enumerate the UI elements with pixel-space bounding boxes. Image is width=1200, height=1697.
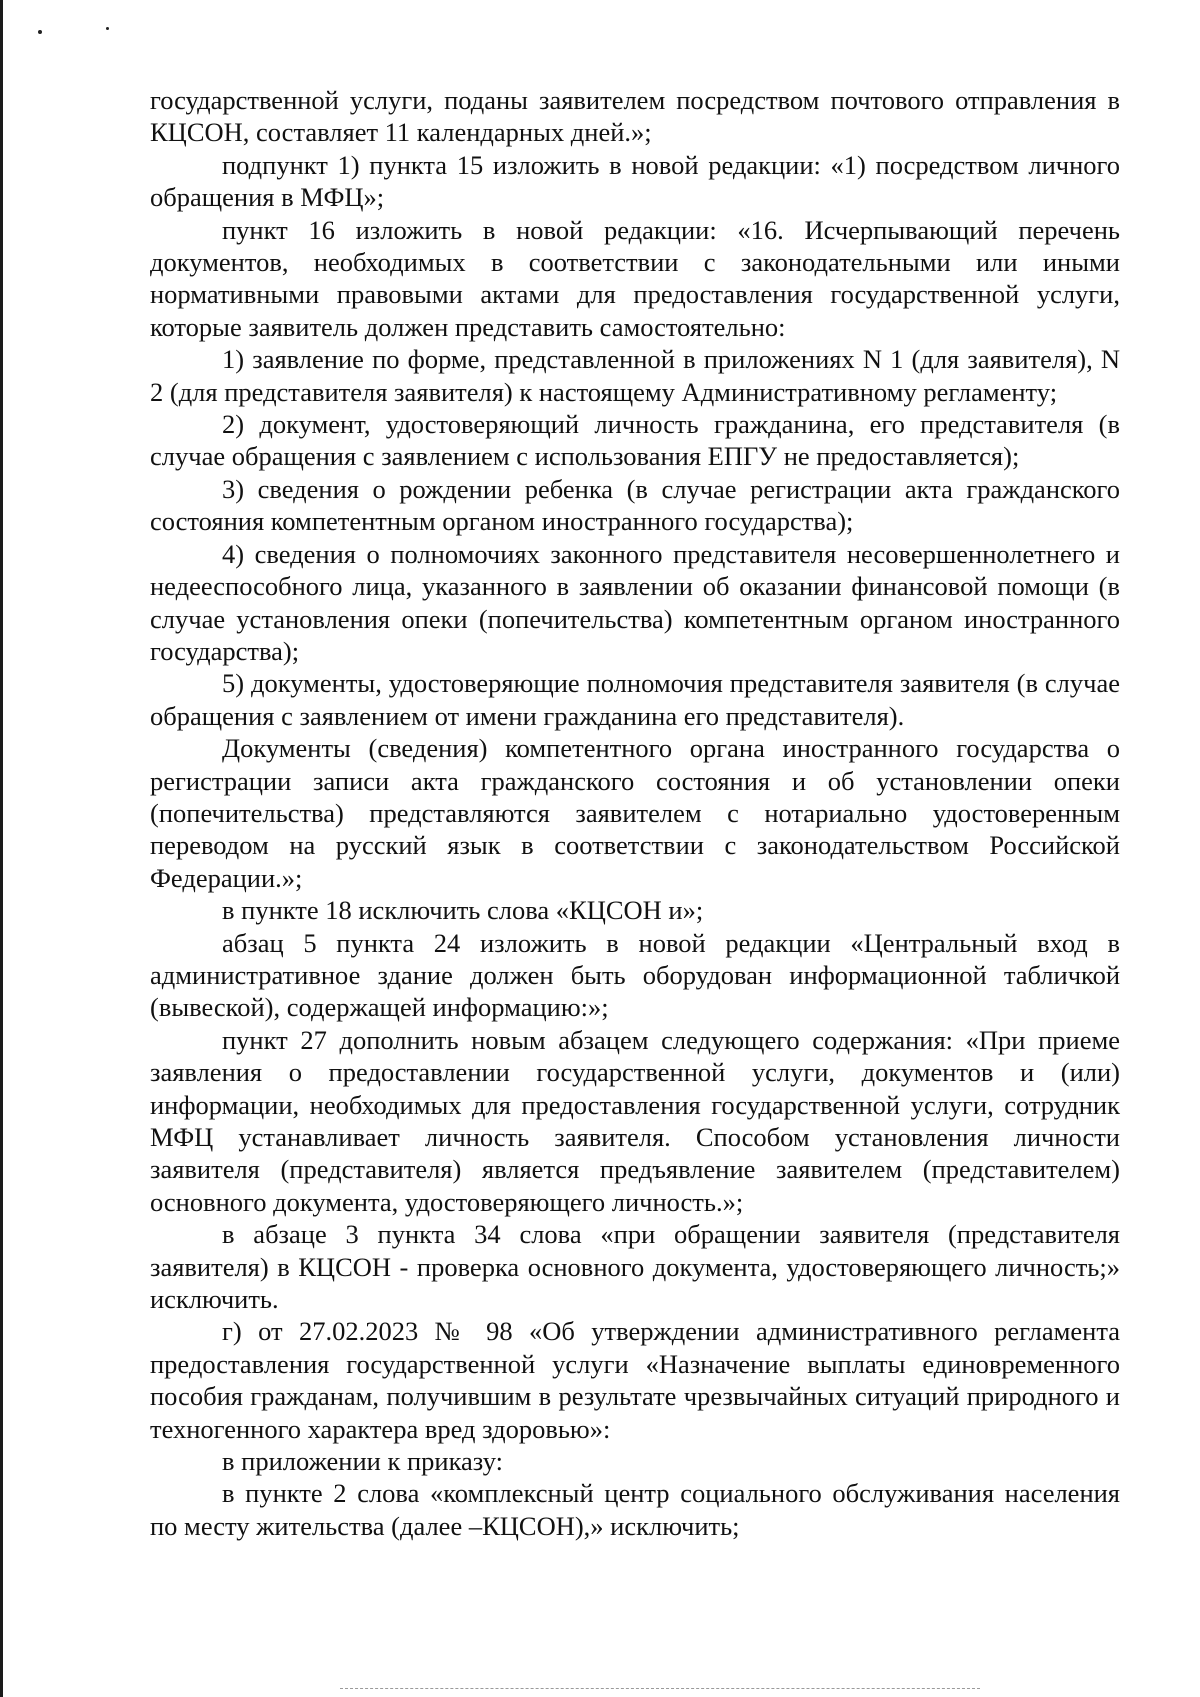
paragraph: абзац 5 пункта 24 изложить в новой редакции «Центральный вход в административное здание должен быть оборудован информационной табличкой (вывеской), содержащей информацию:»; (150, 927, 1120, 1023)
paragraph: 3) сведения о рождении ребенка (в случае регистрации акта гражданского состояния компетентным органом иностранного государства); (150, 473, 1120, 537)
paragraph: в приложении к приказу: (222, 1446, 503, 1477)
paragraph: в пункте 2 слова «комплексный центр социального обслуживания населения по месту жительства (далее –КЦСОН),» исключить; (150, 1478, 1120, 1541)
paragraph: пункт 27 дополнить новым абзацем следующего содержания: «При приеме заявления о предоставлении государственной услуги, документов и (или) информации, необходимых для предоставления государственной услуги, сотрудник МФЦ устанавливает личность заявителя. Способом установления личности заявителя (представителя) является предъявление заявителем (представителем) основного документа, удостоверяющего личность.»; (150, 1024, 1120, 1217)
paragraph: 2) документ, удостоверяющий личность гражданина, его представителя (в случае обращения с заявлением с использования ЕПГУ не предоставляется); (150, 409, 1120, 472)
scan-speck (38, 30, 42, 34)
document-body (150, 84, 1120, 1542)
paragraph: 4) сведения о полномочиях законного представителя несовершеннолетнего и недееспособного лица, указанного в заявлении об оказании финансовой помощи (в случае установления опеки (попечительства) компетентным органом иностранного государства); (150, 538, 1120, 666)
paragraph: в абзаце 3 пункта 34 слова «при обращении заявителя (представителя заявителя) в КЦСОН - проверка основного документа, удостоверяющего личность;» исключить. (150, 1219, 1120, 1315)
paragraph: государственной услуги, поданы заявителем посредством почтового отправления в КЦСОН, составляет 11 календарных дней.»; (150, 85, 1120, 148)
paragraph: пункт 16 изложить в новой редакции: «16. Исчерпывающий перечень документов, необходимых в соответствии с законодательными или иными нормативными правовыми актами для предоставления государственной услуги, которые заявитель должен представить самостоятельно: (150, 214, 1120, 342)
paragraph: Документы (сведения) компетентного органа иностранного государства о регистрации записи акта гражданского состояния и об установлении опеки (попечительства) представляются заявителем с нотариально удостоверенным переводом на русский язык в соответствии с законодательством Российской Федерации.»; (150, 733, 1120, 893)
paragraph: г) от 27.02.2023 № 98 «Об утверждении административного регламента предоставления государственной услуги «Назначение выплаты единовременного пособия гражданам, получившим в результате чрезвычайных ситуаций природного и техногенного характера вред здоровью»: (150, 1316, 1120, 1444)
paragraph: 1) заявление по форме, представленной в приложениях N 1 (для заявителя), N 2 (для представителя заявителя) к настоящему Административному регламенту; (150, 344, 1120, 407)
scan-bottom-artifact (340, 1688, 980, 1690)
paragraph: 5) документы, удостоверяющие полномочия представителя заявителя (в случае обращения с заявлением от имени гражданина его представителя). (150, 668, 1120, 731)
scan-left-edge (0, 0, 3, 1697)
paragraph: подпункт 1) пункта 15 изложить в новой редакции: «1) посредством личного обращения в МФЦ»; (150, 149, 1120, 213)
scan-speck (106, 27, 109, 30)
paragraph: в пункте 18 исключить слова «КЦСОН и»; (222, 895, 704, 926)
